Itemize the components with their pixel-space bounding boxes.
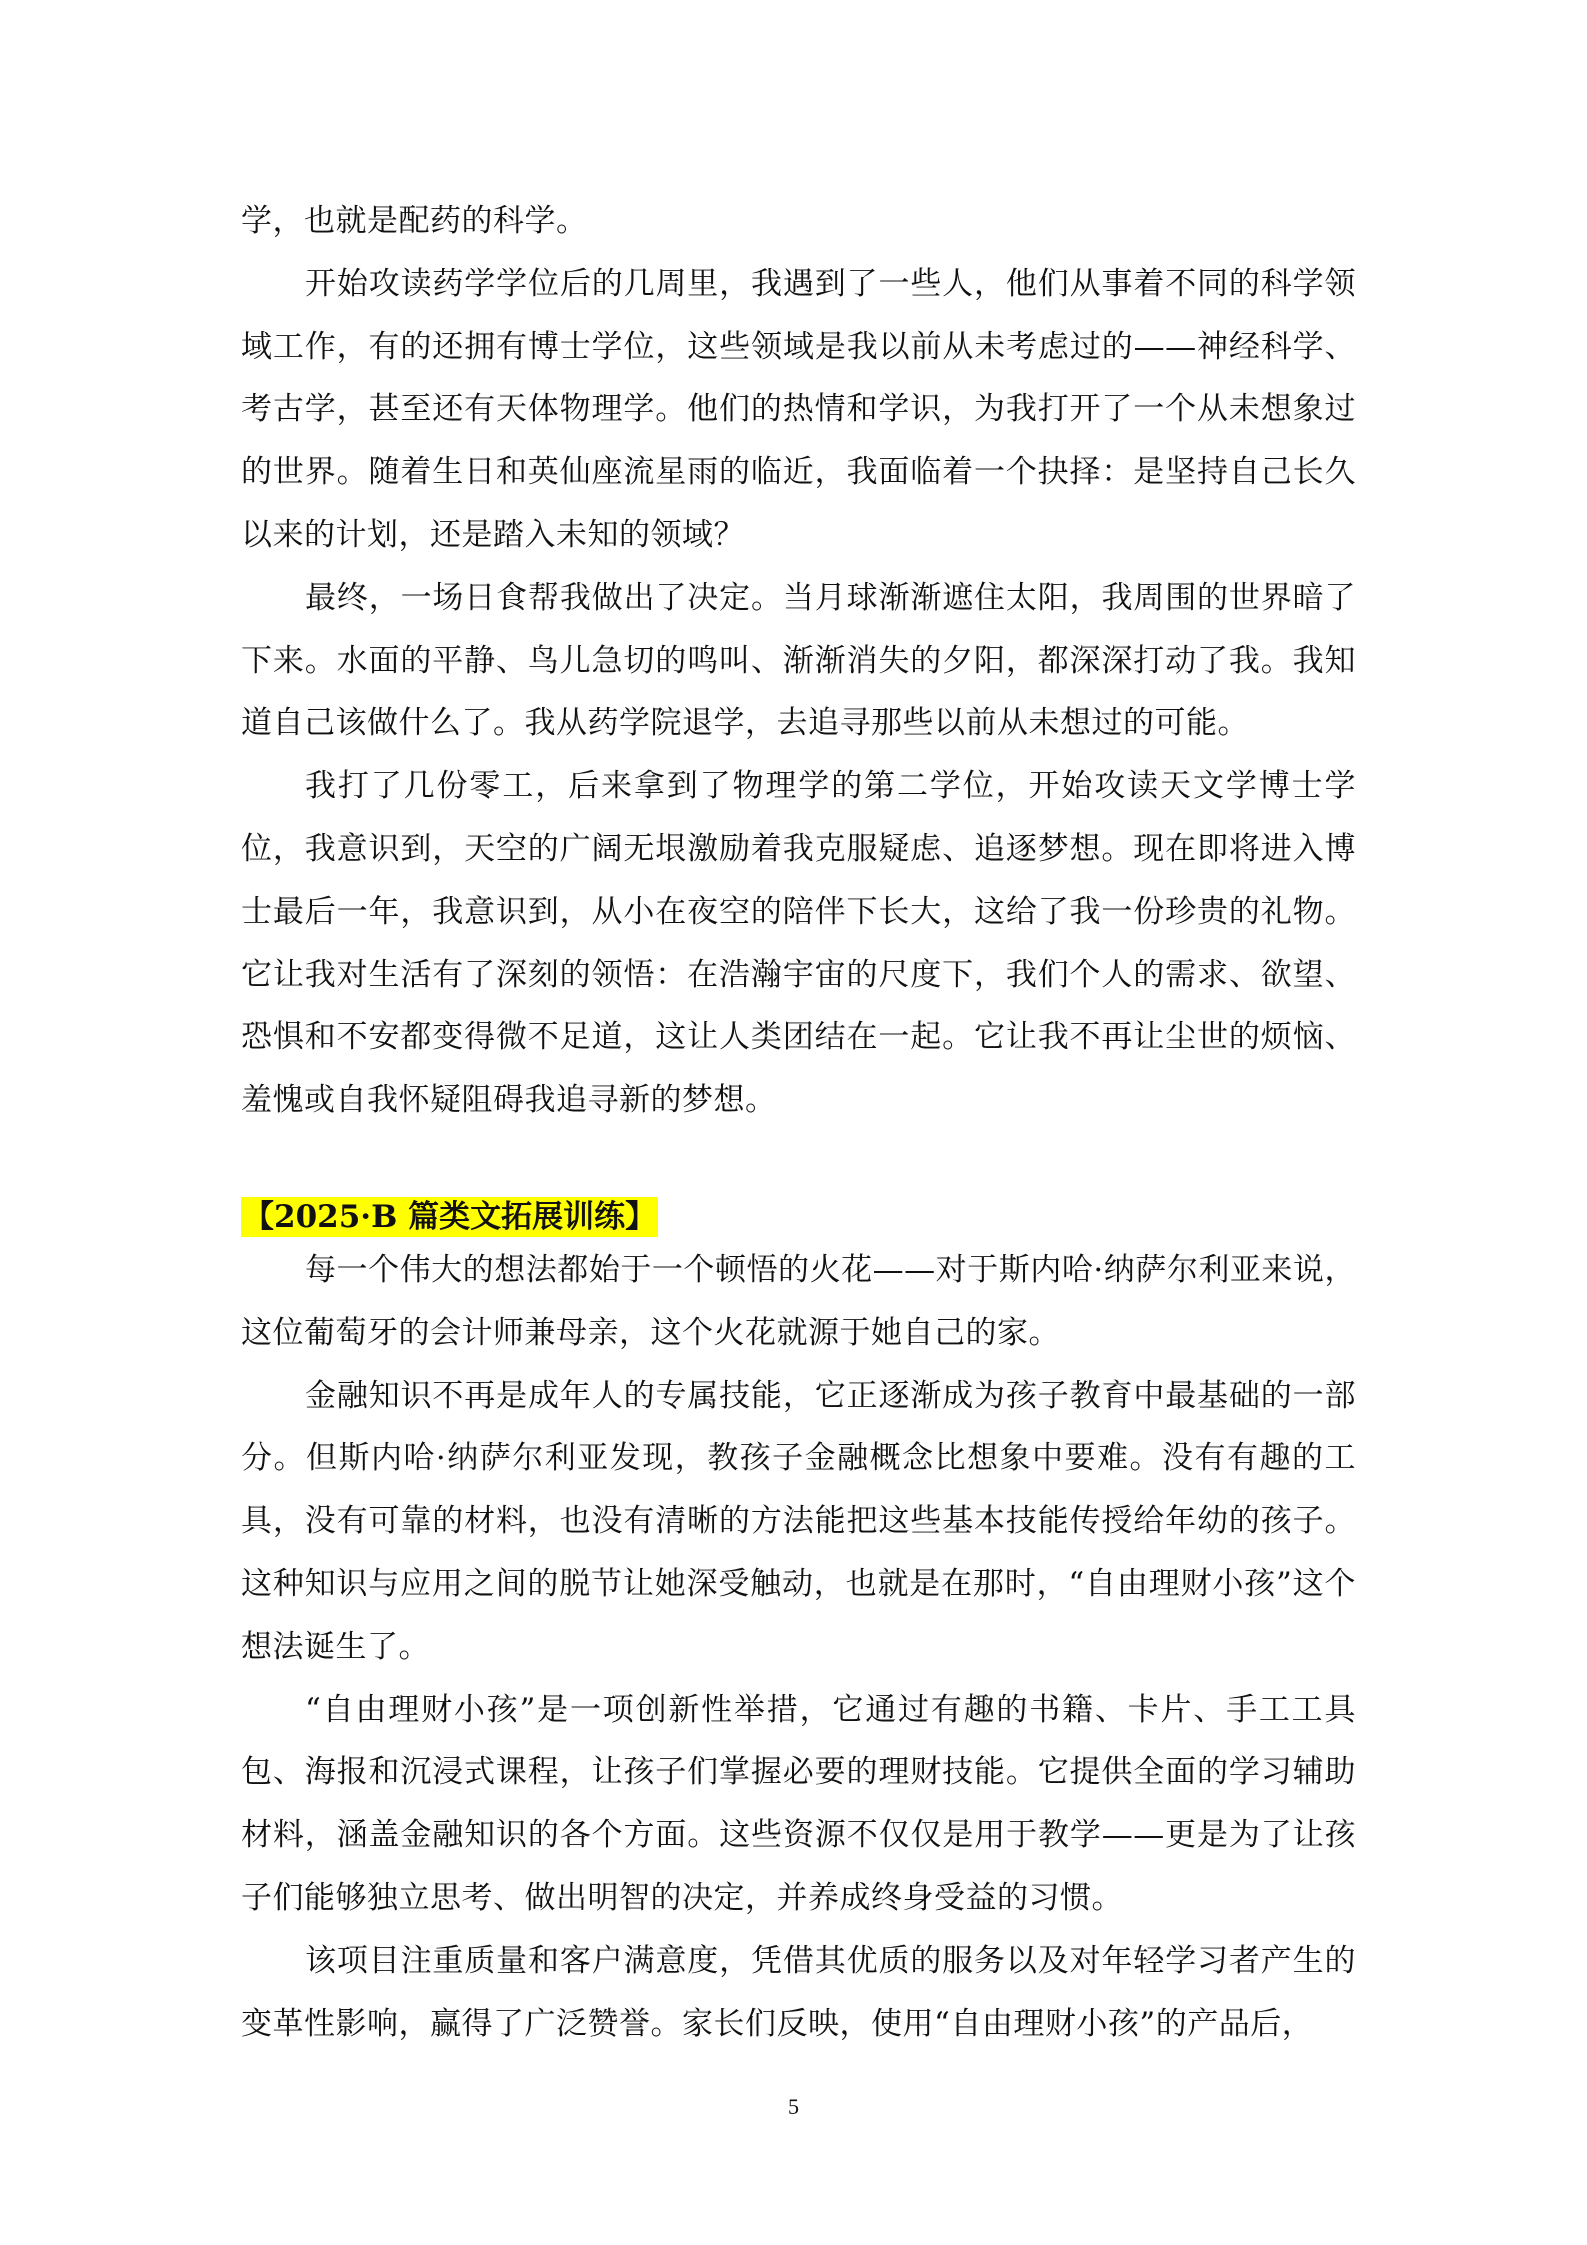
paragraph: 金融知识不再是成年人的专属技能，它正逐渐成为孩子教育中最基础的一部分。但斯内哈·纳萨尔利亚发现，教孩子金融概念比想象中要难。没有有趣的工具，没有可靠的材料，也没有清晰的方法能把这些基本技能传授给年幼的孩子。这种知识与应用之间的脱节让她深受触动，也就是在那时，“自由理财小孩”这个想法诞生了。 [241, 1377, 1356, 1665]
section-heading [241, 1195, 1356, 1239]
paragraph: 每一个伟大的想法都始于一个顿悟的火花——对于斯内哈·纳萨尔利亚来说，这位葡萄牙的会计师兼母亲，这个火花就源于她自己的家。 [241, 1251, 1356, 1351]
section-spacer [241, 1132, 1356, 1195]
paragraph: 该项目注重质量和客户满意度，凭借其优质的服务以及对年轻学习者产生的变革性影响，赢得了广泛赞誉。家长们反映，使用“自由理财小孩”的产品后， [241, 1942, 1356, 2042]
section-heading-highlight: 【2025·B 篇类文拓展训练】 [243, 1198, 657, 1235]
paragraph: 最终，一场日食帮我做出了决定。当月球渐渐遮住太阳，我周围的世界暗了下来。水面的平静、鸟儿急切的鸣叫、渐渐消失的夕阳，都深深打动了我。我知道自己该做什么了。我从药学院退学，去追寻那些以前从未想过的可能。 [241, 579, 1356, 742]
paragraph: “自由理财小孩”是一项创新性举措，它通过有趣的书籍、卡片、手工工具包、海报和沉浸式课程，让孩子们掌握必要的理财技能。它提供全面的学习辅助材料，涵盖金融知识的各个方面。这些资源不仅仅是用于教学——更是为了让孩子们能够独立思考、做出明智的决定，并养成终身受益的习惯。 [241, 1691, 1356, 1916]
page-number: 5 [788, 2094, 799, 2119]
paragraph-continuation: 学，也就是配药的科学。 [241, 203, 588, 239]
paragraph: 开始攻读药学学位后的几周里，我遇到了一些人，他们从事着不同的科学领域工作，有的还拥有博士学位，这些领域是我以前从未考虑过的——神经科学、考古学，甚至还有天体物理学。他们的热情和学识，为我打开了一个从未想象过的世界。随着生日和英仙座流星雨的临近，我面临着一个抉择：是坚持自己长久以来的计划，还是踏入未知的领域？ [241, 265, 1356, 553]
document-body [241, 190, 1356, 2055]
paragraph: 我打了几份零工，后来拿到了物理学的第二学位，开始攻读天文学博士学位，我意识到，天空的广阔无垠激励着我克服疑虑、追逐梦想。现在即将进入博士最后一年，我意识到，从小在夜空的陪伴下长大，这给了我一份珍贵的礼物。它让我对生活有了深刻的领悟：在浩瀚宇宙的尺度下，我们个人的需求、欲望、恐惧和不安都变得微不足道，这让人类团结在一起。它让我不再让尘世的烦恼、羞愧或自我怀疑阻碍我追寻新的梦想。 [241, 768, 1356, 1119]
